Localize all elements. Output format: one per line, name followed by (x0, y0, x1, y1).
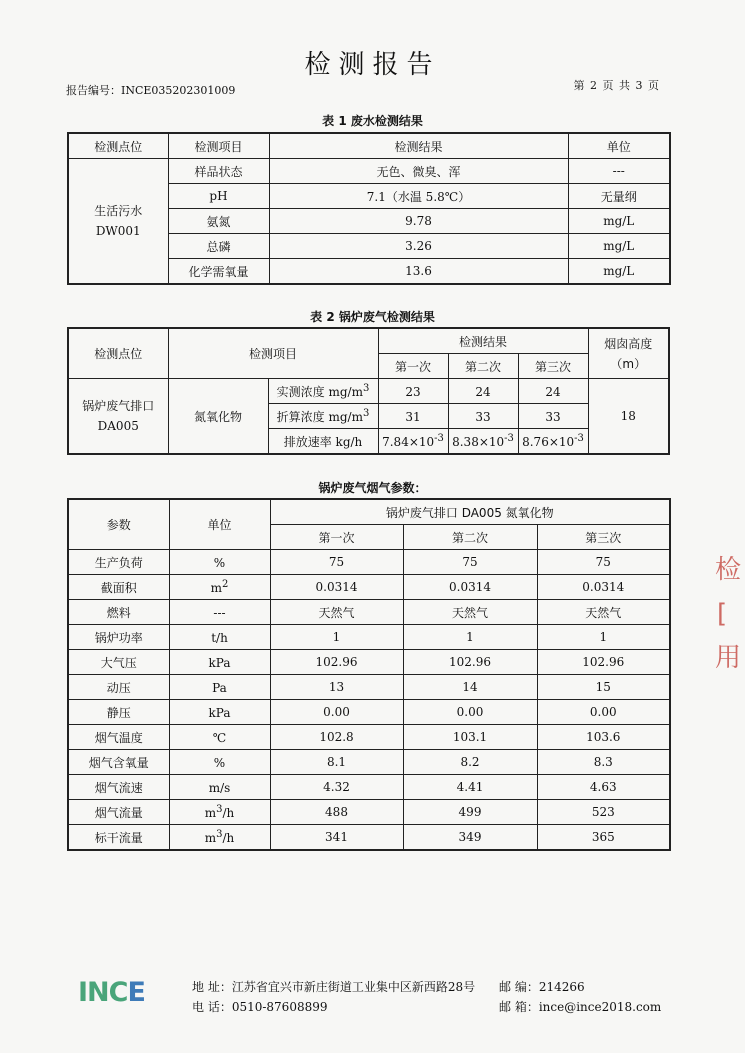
header-round-1: 第一次 (378, 354, 448, 379)
value-cell: 0.0314 (403, 575, 537, 600)
value-cell: 0.00 (537, 700, 670, 725)
value-cell (448, 379, 518, 404)
pollutant-cell: 氮氧化物 (168, 379, 268, 455)
location-name: 生活污水 (94, 204, 143, 218)
value-cell: 4.32 (270, 775, 403, 800)
logo-text-blue: E (127, 977, 145, 1008)
footer-email: 邮 箱：ince@ince2018.com (499, 1000, 662, 1014)
unit-cell (169, 575, 270, 600)
location-name: 锅炉废气排口 (82, 399, 155, 413)
chimney-label: 烟囱高度 (604, 336, 653, 351)
header-round-3: 第三次 (518, 354, 588, 379)
unit-cell (169, 800, 270, 825)
value-cell: 8.2 (403, 750, 537, 775)
superscript: -3 (434, 433, 444, 444)
value-text: 31 (405, 410, 421, 424)
value-cell: 天然气 (537, 600, 670, 625)
value-cell: 102.96 (537, 650, 670, 675)
unit-cell (169, 550, 270, 575)
value-cell: 0.0314 (537, 575, 670, 600)
value-cell (448, 404, 518, 429)
table-row (68, 675, 670, 700)
result-cell: 7.1（水温 5.8℃） (269, 184, 568, 209)
param-cell: 烟气含氧量 (68, 750, 169, 775)
value-cell: 天然气 (403, 600, 537, 625)
table-row (68, 825, 670, 851)
unit-suffix: /h (222, 806, 235, 820)
param-cell: 截面积 (68, 575, 169, 600)
table-header-row (68, 328, 669, 354)
table-row (68, 625, 670, 650)
value-cell: 8.1 (270, 750, 403, 775)
superscript: -3 (504, 433, 514, 444)
value-cell: 102.96 (403, 650, 537, 675)
red-stamp-seal (711, 548, 745, 698)
metric-cell (268, 379, 378, 404)
page-indicator: 第 2 页 共 3 页 (573, 79, 660, 92)
unit-text: t/h (211, 631, 228, 645)
unit-cell (169, 825, 270, 851)
value-cell: 75 (537, 550, 670, 575)
header-results: 检测结果 (378, 328, 588, 354)
header-location: 检测点位 (68, 328, 168, 379)
superscript: -3 (574, 433, 584, 444)
unit-text: ℃ (212, 731, 227, 745)
table-row (68, 800, 670, 825)
table-row (68, 775, 670, 800)
header-chimney-height (588, 328, 669, 379)
item-cell: 氨氮 (168, 209, 269, 234)
value-cell: 103.6 (537, 725, 670, 750)
metric-cell (268, 404, 378, 429)
item-cell: 总磷 (168, 234, 269, 259)
value-cell: 13 (270, 675, 403, 700)
stamp-char: 检 (715, 555, 742, 585)
param-cell: 烟气流量 (68, 800, 169, 825)
value-cell: 488 (270, 800, 403, 825)
result-cell: 13.6 (269, 259, 568, 285)
table-header-row (68, 499, 670, 525)
table-row (68, 700, 670, 725)
value-cell (378, 404, 448, 429)
unit-cell (169, 650, 270, 675)
table-row (68, 650, 670, 675)
header-location: 检测点位 (68, 133, 168, 159)
unit-cell: mg/L (568, 259, 670, 285)
value-text: 23 (405, 385, 421, 399)
table3-body (68, 550, 670, 851)
value-cell: 102.96 (270, 650, 403, 675)
unit-text: m (204, 806, 217, 820)
stamp-char: [ (717, 599, 728, 629)
value-text: 24 (475, 385, 491, 399)
value-cell (518, 404, 588, 429)
company-logo (78, 976, 164, 1010)
header-round-3: 第三次 (537, 525, 670, 550)
value-cell: 523 (537, 800, 670, 825)
header-round-2: 第二次 (403, 525, 537, 550)
table-row (68, 159, 670, 184)
value-cell: 4.41 (403, 775, 537, 800)
unit-cell (169, 775, 270, 800)
table-row (68, 725, 670, 750)
value-cell (448, 429, 518, 455)
value-text: 8.76×10 (522, 435, 575, 449)
table-header-row (68, 133, 670, 159)
header-item: 检测项目 (168, 133, 269, 159)
result-cell: 9.78 (269, 209, 568, 234)
chimney-height-cell: 18 (588, 379, 669, 455)
wastewater-results-table (67, 132, 671, 285)
metric-label: 排放速率 kg/h (283, 434, 363, 449)
unit-suffix: /h (222, 831, 235, 845)
location-cell (68, 159, 168, 285)
value-text: 33 (545, 410, 561, 424)
header-round-2: 第二次 (448, 354, 518, 379)
value-cell (518, 379, 588, 404)
param-cell: 标干流量 (68, 825, 169, 851)
unit-text: m (210, 581, 222, 595)
report-title: 检测报告 (304, 50, 441, 80)
param-cell: 大气压 (68, 650, 169, 675)
superscript: 3 (216, 804, 223, 815)
item-cell: pH (168, 184, 269, 209)
header-item: 检测项目 (168, 328, 378, 379)
unit-text: --- (213, 606, 226, 620)
value-cell (518, 429, 588, 455)
logo-text-green: INC (78, 977, 128, 1008)
value-cell: 349 (403, 825, 537, 851)
value-text: 7.84×10 (382, 435, 435, 449)
location-code: DW001 (95, 224, 141, 238)
unit-text: m/s (208, 781, 231, 795)
param-cell: 生产负荷 (68, 550, 169, 575)
value-cell: 365 (537, 825, 670, 851)
superscript: 3 (362, 382, 370, 394)
unit-cell (169, 750, 270, 775)
table-row (68, 750, 670, 775)
value-cell: 75 (403, 550, 537, 575)
value-cell: 499 (403, 800, 537, 825)
flue-gas-params-table (67, 498, 671, 851)
header-unit: 单位 (169, 499, 270, 550)
superscript: 3 (216, 829, 223, 840)
unit-cell: --- (568, 159, 670, 184)
header-param: 参数 (68, 499, 169, 550)
result-cell: 无色、微臭、浑 (269, 159, 568, 184)
header-result: 检测结果 (269, 133, 568, 159)
value-cell: 1 (537, 625, 670, 650)
footer-postcode: 邮 编：214266 (499, 980, 585, 994)
unit-text: kPa (208, 656, 231, 670)
footer-address: 地 址：江苏省宜兴市新庄街道工业集中区新西路28号 (192, 980, 476, 994)
value-cell: 0.00 (403, 700, 537, 725)
value-text: 8.38×10 (452, 435, 505, 449)
unit-text: % (213, 756, 226, 770)
header-group: 锅炉废气排口 DA005 氮氧化物 (270, 499, 670, 525)
table-row (68, 379, 669, 404)
value-cell (378, 429, 448, 455)
value-cell: 1 (270, 625, 403, 650)
value-cell: 75 (270, 550, 403, 575)
unit-cell: 无量纲 (568, 184, 670, 209)
metric-label: 实测浓度 mg/m (276, 384, 363, 399)
value-cell: 15 (537, 675, 670, 700)
value-cell: 103.1 (403, 725, 537, 750)
value-cell: 341 (270, 825, 403, 851)
param-cell: 燃料 (68, 600, 169, 625)
footer-phone: 电 话：0510-87608899 (192, 1000, 328, 1014)
table-row (68, 575, 670, 600)
unit-cell (169, 725, 270, 750)
stamp-char: 用 (715, 643, 742, 673)
value-cell: 0.00 (270, 700, 403, 725)
superscript: 2 (222, 579, 229, 590)
unit-text: % (213, 556, 226, 570)
value-cell: 0.0314 (270, 575, 403, 600)
unit-text: kPa (208, 706, 231, 720)
param-cell: 烟气流速 (68, 775, 169, 800)
value-cell: 14 (403, 675, 537, 700)
result-cell: 3.26 (269, 234, 568, 259)
unit-cell: mg/L (568, 209, 670, 234)
boiler-gas-results-table (67, 327, 670, 455)
value-cell: 天然气 (270, 600, 403, 625)
param-cell: 烟气温度 (68, 725, 169, 750)
unit-cell: mg/L (568, 234, 670, 259)
value-cell: 102.8 (270, 725, 403, 750)
header-unit: 单位 (568, 133, 670, 159)
report-number: 报告编号：INCE035202301009 (66, 84, 236, 97)
superscript: 3 (362, 407, 370, 419)
header-round-1: 第一次 (270, 525, 403, 550)
table1-title: 表 1 废水检测结果 (322, 114, 423, 128)
unit-cell (169, 675, 270, 700)
unit-cell (169, 625, 270, 650)
unit-text: Pa (212, 681, 227, 695)
location-code: DA005 (97, 419, 139, 433)
chimney-unit: （m） (610, 356, 647, 371)
value-cell (378, 379, 448, 404)
table-row (68, 600, 670, 625)
metric-cell (268, 429, 378, 455)
location-cell (68, 379, 168, 455)
unit-cell (169, 600, 270, 625)
unit-cell (169, 700, 270, 725)
value-cell: 4.63 (537, 775, 670, 800)
param-cell: 锅炉功率 (68, 625, 169, 650)
value-cell: 1 (403, 625, 537, 650)
item-cell: 化学需氧量 (168, 259, 269, 285)
table2-title: 表 2 锅炉废气检测结果 (310, 310, 435, 324)
table3-title: 锅炉废气烟气参数： (318, 481, 427, 495)
item-cell: 样品状态 (168, 159, 269, 184)
value-cell: 8.3 (537, 750, 670, 775)
param-cell: 静压 (68, 700, 169, 725)
table-row (68, 550, 670, 575)
value-text: 33 (475, 410, 491, 424)
param-cell: 动压 (68, 675, 169, 700)
metric-label: 折算浓度 mg/m (276, 409, 363, 424)
unit-text: m (204, 831, 217, 845)
value-text: 24 (545, 385, 561, 399)
